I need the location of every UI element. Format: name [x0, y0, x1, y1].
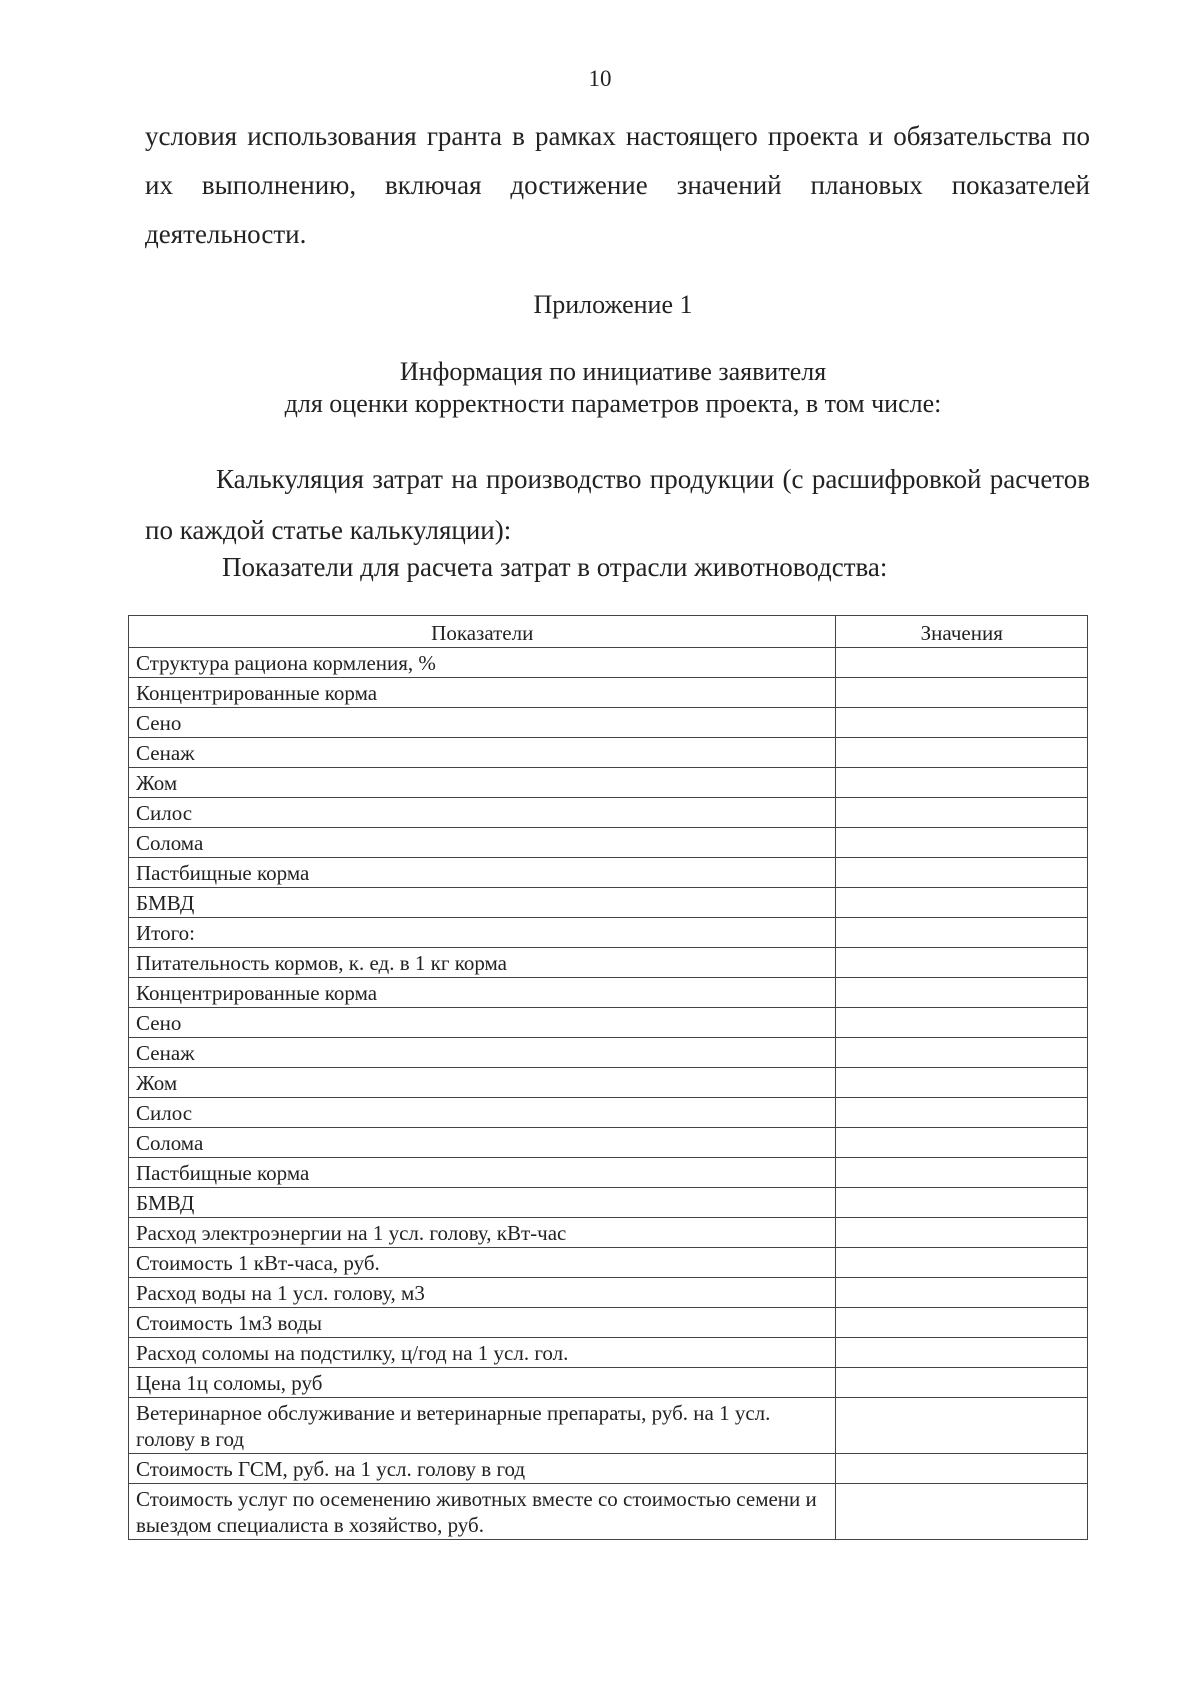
- indicator-label: Жом: [136, 771, 178, 795]
- indicator-label: Сено: [136, 711, 182, 735]
- indicator-cell: [129, 1188, 836, 1218]
- heading-line-2: для оценки корректности параметров проекта, в том числе:: [284, 389, 942, 418]
- table-row: [129, 708, 1088, 738]
- indicator-cell: [129, 948, 836, 978]
- value-cell: [836, 888, 1088, 918]
- value-cell: [836, 678, 1088, 708]
- value-cell: [836, 708, 1088, 738]
- indicator-label: Питательность кормов, к. ед. в 1 кг корма: [136, 951, 507, 975]
- header-indicators: Показатели: [129, 616, 836, 648]
- value-cell: [836, 1398, 1088, 1454]
- indicator-label: Расход воды на 1 усл. голову, м3: [136, 1281, 425, 1305]
- indicator-cell: [129, 1158, 836, 1188]
- intro-paragraph: условия использования гранта в рамках настоящего проекта и обязательства по их выполнению, включая достижение значений плановых показателей деятельности.: [145, 121, 1090, 249]
- value-cell: [836, 768, 1088, 798]
- indicator-cell: [129, 1218, 836, 1248]
- value-cell: [836, 1068, 1088, 1098]
- value-cell: [836, 1338, 1088, 1368]
- indicator-cell: [129, 978, 836, 1008]
- table-row: [129, 1068, 1088, 1098]
- table-row: [129, 678, 1088, 708]
- indicator-label: Стоимость 1 кВт-часа, руб.: [136, 1251, 380, 1275]
- indicator-label: Сено: [136, 1011, 182, 1035]
- indicators-table: [128, 615, 1088, 1540]
- table-row: [129, 978, 1088, 1008]
- value-cell: [836, 978, 1088, 1008]
- indicator-cell: [129, 1368, 836, 1398]
- table-row: [129, 1038, 1088, 1068]
- table-row: [129, 1158, 1088, 1188]
- table-row: [129, 798, 1088, 828]
- indicator-label: Пастбищные корма: [136, 861, 310, 885]
- indicator-cell: [129, 648, 836, 678]
- indicator-cell: [129, 1248, 836, 1278]
- table-header-row: [129, 616, 1088, 648]
- table-row: [129, 888, 1088, 918]
- indicator-label: Стоимость услуг по осеменению животных вместе со стоимостью семени и выездом специалиста в хозяйство, руб.: [136, 1487, 817, 1537]
- indicator-label: Стоимость 1м3 воды: [136, 1311, 323, 1335]
- indicator-label: Сенаж: [136, 1041, 195, 1065]
- indicator-label: БМВД: [136, 1191, 195, 1215]
- table-row: [129, 1484, 1088, 1540]
- indicator-label: Структура рациона кормления, %: [136, 651, 436, 675]
- table-row: [129, 828, 1088, 858]
- table-row: [129, 858, 1088, 888]
- indicator-cell: [129, 888, 836, 918]
- value-cell: [836, 1038, 1088, 1068]
- indicator-label: БМВД: [136, 891, 195, 915]
- indicator-label: Стоимость ГСМ, руб. на 1 усл. голову в год: [136, 1457, 526, 1481]
- table-row: [129, 648, 1088, 678]
- indicator-label: Солома: [136, 831, 204, 855]
- indicator-cell: [129, 1454, 836, 1484]
- value-cell: [836, 1454, 1088, 1484]
- header-values: Значения: [836, 616, 1088, 648]
- table-row: [129, 1008, 1088, 1038]
- indicator-cell: [129, 1098, 836, 1128]
- value-cell: [836, 1484, 1088, 1540]
- table-row: [129, 1218, 1088, 1248]
- value-cell: [836, 1308, 1088, 1338]
- table-row: [129, 1278, 1088, 1308]
- value-cell: [836, 918, 1088, 948]
- indicator-label: Цена 1ц соломы, руб: [136, 1371, 323, 1395]
- indicator-cell: [129, 828, 836, 858]
- indicator-label: Силос: [136, 801, 193, 825]
- indicator-cell: [129, 918, 836, 948]
- table-row: [129, 1338, 1088, 1368]
- value-cell: [836, 828, 1088, 858]
- table-row: [129, 1398, 1088, 1454]
- indicators-title: Показатели для расчета затрат в отрасли животноводства:: [222, 552, 888, 582]
- indicator-cell: [129, 768, 836, 798]
- indicator-label: Пастбищные корма: [136, 1161, 310, 1185]
- section-heading: [0, 356, 1200, 420]
- value-cell: [836, 1278, 1088, 1308]
- indicator-cell: [129, 1308, 836, 1338]
- indicator-label: Итого:: [136, 921, 195, 945]
- table-row: [129, 768, 1088, 798]
- table-row: [129, 1098, 1088, 1128]
- value-cell: [836, 1098, 1088, 1128]
- indicator-label: Концентрированные корма: [136, 981, 378, 1005]
- indicator-cell: [129, 1484, 836, 1540]
- indicator-cell: [129, 1398, 836, 1454]
- value-cell: [836, 1368, 1088, 1398]
- indicator-label: Расход соломы на подстилку, ц/год на 1 усл. гол.: [136, 1341, 569, 1365]
- value-cell: [836, 948, 1088, 978]
- value-cell: [836, 1188, 1088, 1218]
- indicator-cell: [129, 1038, 836, 1068]
- indicator-label: Концентрированные корма: [136, 681, 378, 705]
- value-cell: [836, 1128, 1088, 1158]
- table-row: [129, 918, 1088, 948]
- indicator-label: Расход электроэнергии на 1 усл. голову, кВт-час: [136, 1221, 567, 1245]
- indicator-label: Силос: [136, 1101, 193, 1125]
- table-row: [129, 1128, 1088, 1158]
- calculation-paragraph: Калькуляция затрат на производство продукции (с расшифровкой расчетов по каждой статье калькуляции):: [145, 464, 1090, 545]
- appendix-label: Приложение 1: [533, 290, 693, 319]
- indicator-cell: [129, 1008, 836, 1038]
- value-cell: [836, 1248, 1088, 1278]
- table-row: [129, 1248, 1088, 1278]
- table-row: [129, 738, 1088, 768]
- indicator-cell: [129, 858, 836, 888]
- indicator-label: Ветеринарное обслуживание и ветеринарные препараты, руб. на 1 усл. голову в год: [136, 1401, 771, 1451]
- page-number: 10: [588, 66, 612, 91]
- indicator-cell: [129, 1278, 836, 1308]
- table-row: [129, 1454, 1088, 1484]
- value-cell: [836, 648, 1088, 678]
- value-cell: [836, 1218, 1088, 1248]
- table-row: [129, 1308, 1088, 1338]
- indicator-cell: [129, 678, 836, 708]
- indicator-cell: [129, 798, 836, 828]
- indicator-cell: [129, 1128, 836, 1158]
- table-row: [129, 948, 1088, 978]
- indicator-label: Жом: [136, 1071, 178, 1095]
- indicator-cell: [129, 708, 836, 738]
- table-body: [129, 648, 1088, 1540]
- value-cell: [836, 1008, 1088, 1038]
- heading-line-1: Информация по инициативе заявителя: [399, 357, 827, 386]
- table-row: [129, 1368, 1088, 1398]
- value-cell: [836, 738, 1088, 768]
- indicator-label: Сенаж: [136, 741, 195, 765]
- value-cell: [836, 1158, 1088, 1188]
- value-cell: [836, 798, 1088, 828]
- indicator-label: Солома: [136, 1131, 204, 1155]
- indicator-cell: [129, 738, 836, 768]
- table-row: [129, 1188, 1088, 1218]
- indicator-cell: [129, 1068, 836, 1098]
- indicator-cell: [129, 1338, 836, 1368]
- value-cell: [836, 858, 1088, 888]
